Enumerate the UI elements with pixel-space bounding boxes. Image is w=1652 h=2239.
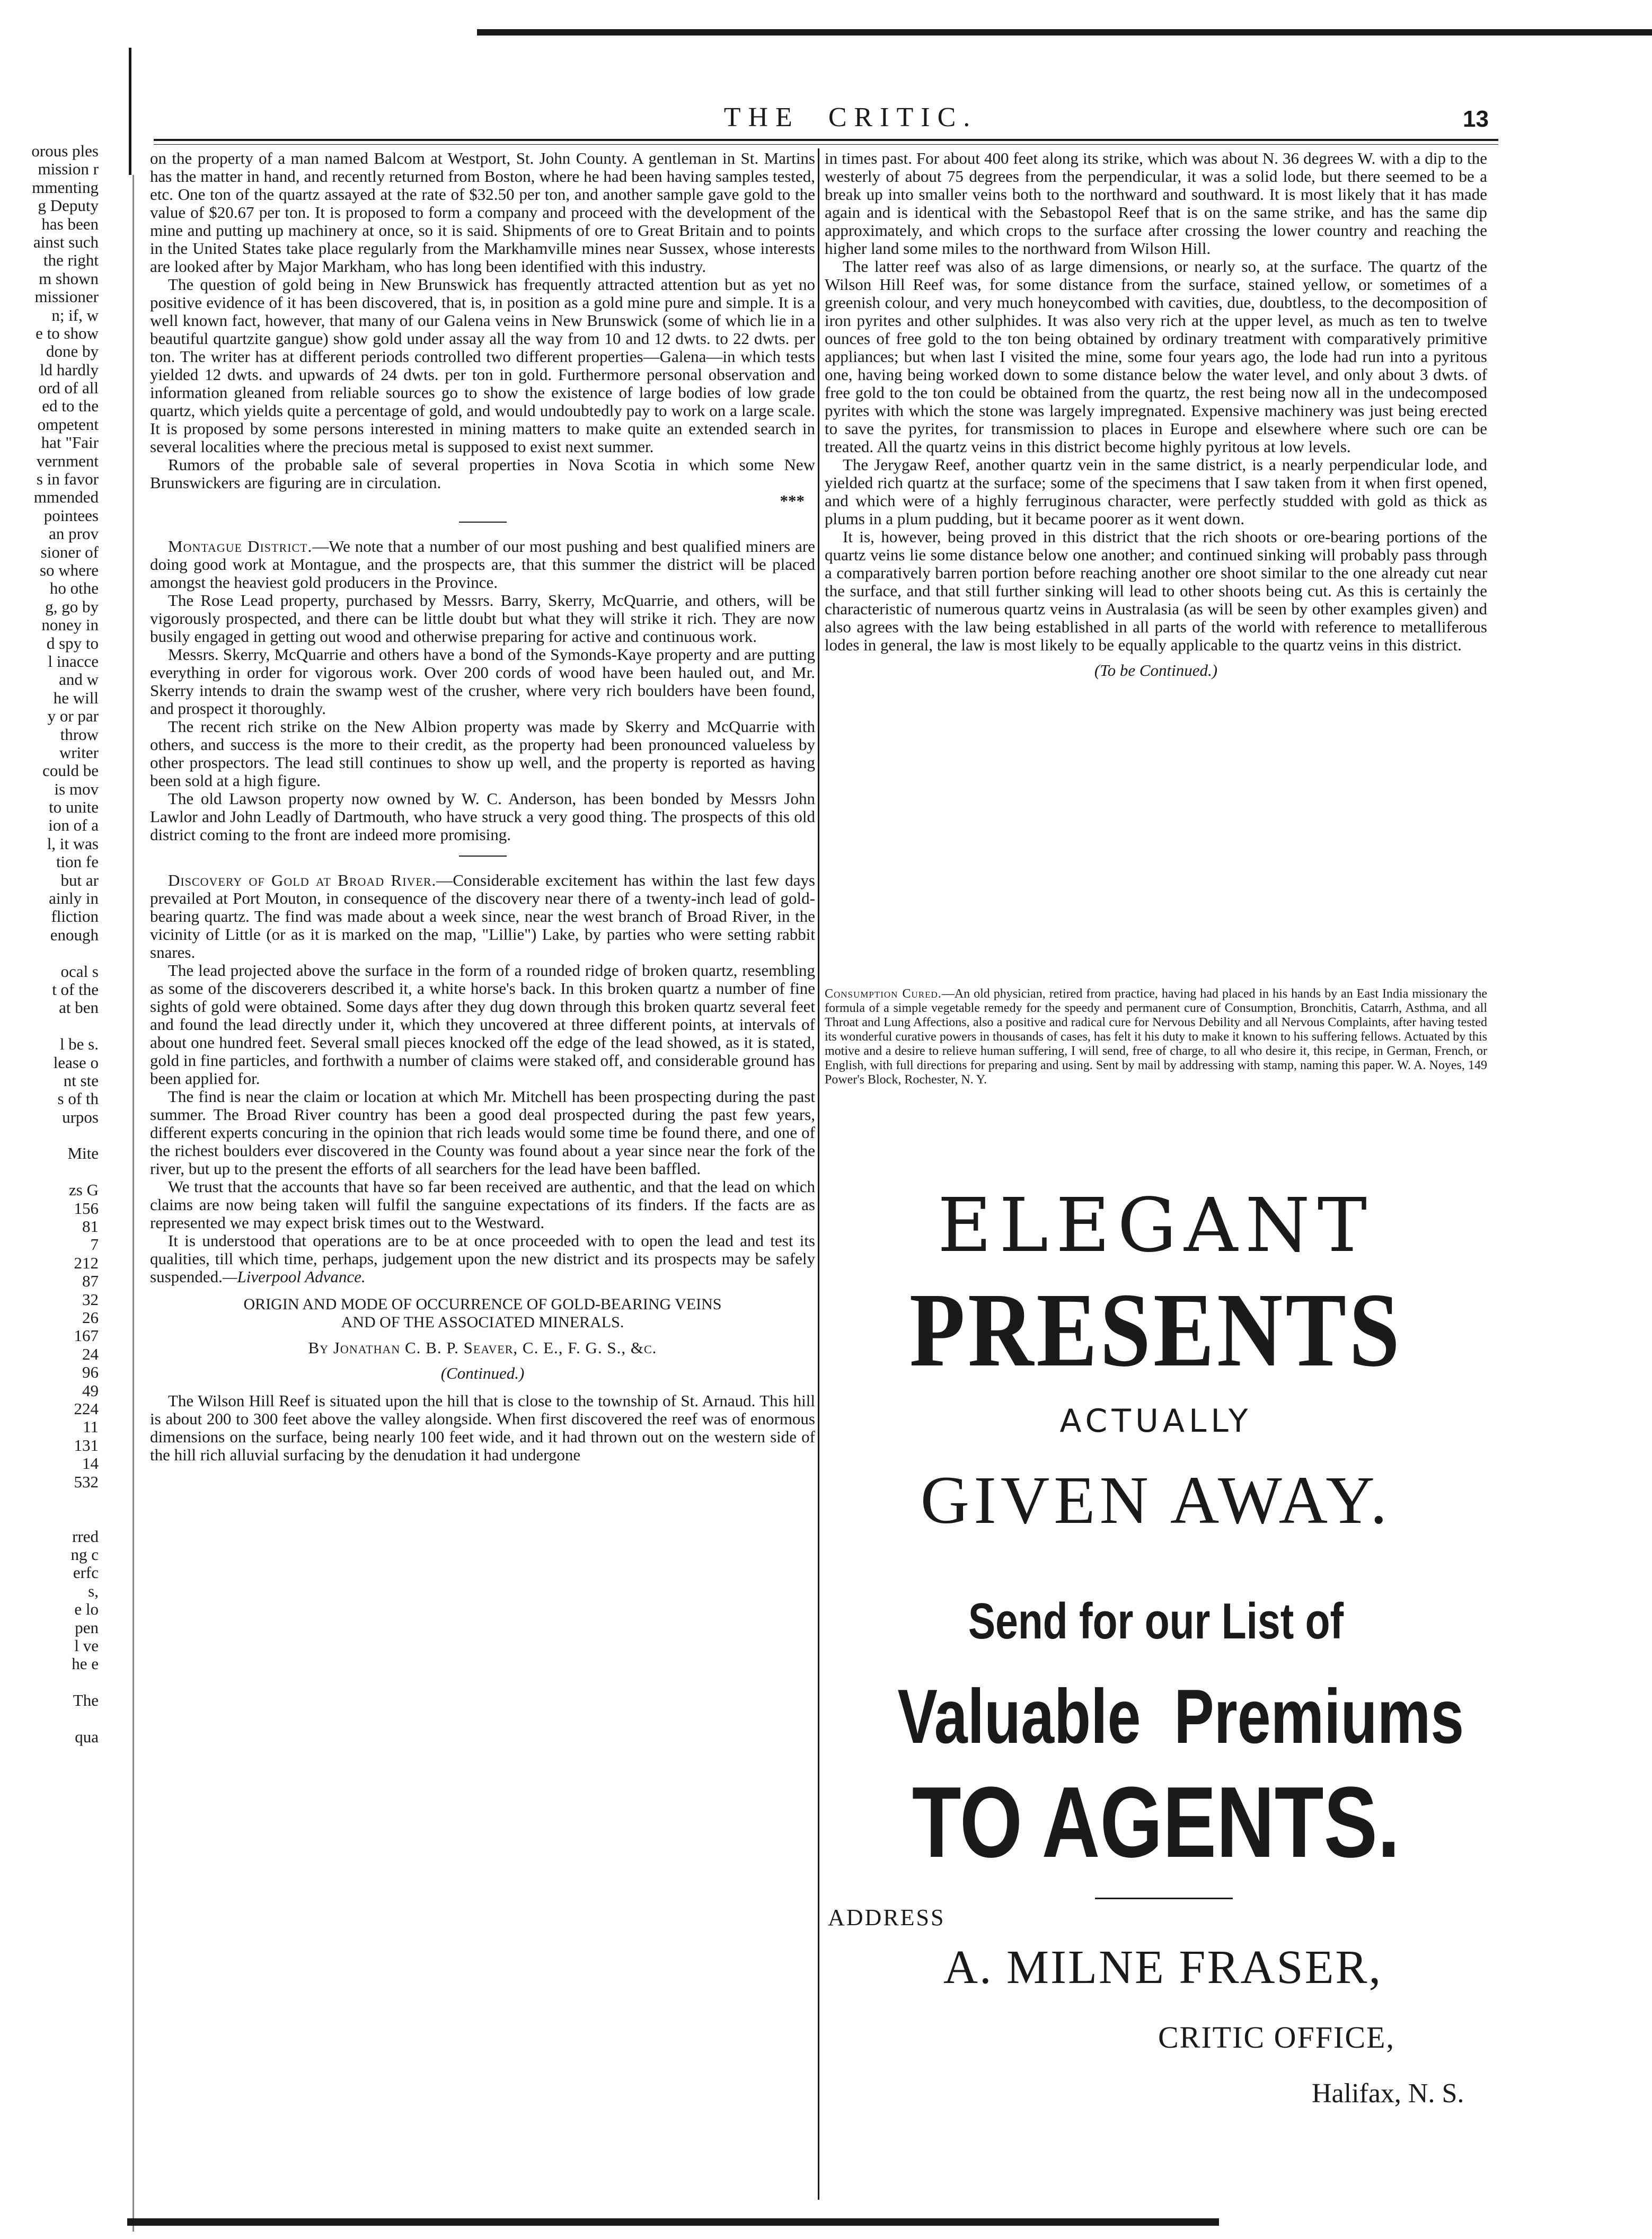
stub-line: m shown (39, 269, 99, 288)
stub-line: s of th (57, 1089, 99, 1108)
origin-title-2: AND OF THE ASSOCIATED MINERALS. (341, 1314, 624, 1331)
advert-office: CRITIC OFFICE, (1158, 2020, 1395, 2055)
stub-line: missioner (34, 287, 99, 306)
stub-line: mmended (33, 488, 99, 507)
stub-line: l ve (74, 1636, 99, 1655)
stars-separator: *** (780, 491, 805, 510)
masthead-title: THE CRITIC. (723, 102, 978, 133)
stub-line: writer (59, 743, 99, 762)
short-rule (459, 522, 507, 523)
stub-line: 156 (74, 1198, 99, 1218)
stub-line: ld hardly (39, 360, 99, 379)
montague-paragraph: The Rose Lead property, purchased by Messrs. Barry, Skerry, McQuarrie, and others, will be vigorously prospected, and there can be little doubt but what they will strike it rich. They are now busily engaged in getting out wood and otherwise preparing for active and continuous work. (150, 591, 815, 646)
advert-name: A. MILNE FRASER, (943, 1941, 1383, 1994)
col2-paragraph: The Jerygaw Reef, another quartz vein in the same district, is a nearly perpendicular lode, and yielded rich quartz at the surface; some of the specimens that I saw taken from it when first opened, and which were of a highly ferruginous character, were perfectly studded with gold as thick as plums in a plum pudding, but it became poorer as it went down. (825, 455, 1487, 528)
col2-paragraph: The latter reef was also of as large dimensions, or nearly so, at the surface. The quartz of the Wilson Hill Reef was, for some distance from the surface, stained yellow, or sometimes of a greenish colour, and very much honeycombed with cavities, due, doubtless, to the decomposition of iron pyrites and other sulphides. It was also very rich at the upper level, as much as ten to twelve ounces of free gold to the ton being obtained by ordinary treatment with comparatively primitive appliances; but when last I visited the mine, some four years ago, the lode had run into a pyritous one, having being worked down to some distance below the water level, and only about 3 dwts. of free gold to the ton could be obtained from the quartz, the rest being now all in the undecomposed pyrites with which the stone was largely impregnated. Expensive machinery was just being erected to save the pyrites, for transmission to places in Europe and elsewhere where such ore can be treated. All the quartz veins in this district become highly pyritous at low levels. (825, 257, 1487, 456)
montague-heading: Montague District. (168, 537, 313, 556)
stub-line: erfc (73, 1563, 99, 1582)
stub-line: ainly in (49, 889, 99, 908)
left-column (150, 149, 815, 1464)
stub-line: done by (46, 342, 99, 361)
col1-paragraph: on the property of a man named Balcom at Westport, St. John County. A gentleman in St. Martins has the matter in hand, and recently returned from Boston, where he had been having samples tested, etc. One ton of the quartz assayed at the rate of $32.50 per ton, and another sample gave gold to the value of $20.67 per ton. It is proposed to form a company and proceed with the development of the mine and putting up machinery at once, so it is said. Shipments of ore to Great Britain and to points in the United States take place regularly from the Markhamville mines near Sussex, whose interests are looked after by Major Markham, who has long been identified with this industry. (150, 149, 815, 276)
montague-paragraph: Messrs. Skerry, McQuarrie and others have a bond of the Symonds-Kaye property and are putting everything in order for vigorous work. Over 200 cords of wood have been hauled out, and Mr. Skerry intends to drain the swamp west of the crusher, where very rich boulders have been found, and prospect it thoroughly. (150, 645, 815, 718)
stub-line: Mite (67, 1144, 99, 1163)
montague-lead-text: —We note that a number of our most pushing and best qualified miners are doing good work at Montague, and the prospects are, that this summer the district will be placed amongst the heaviest gold producers in the Province. (150, 537, 815, 592)
left-clipped-column (0, 142, 99, 1746)
stub-line: could be (42, 761, 99, 780)
stub-line (0, 1017, 99, 1035)
advert-to-agents: TO AGENTS. (912, 1766, 1400, 1879)
stub-line: e to show (36, 323, 99, 342)
stub-line: n; if, w (51, 305, 99, 324)
broad-river-paragraph: The lead projected above the surface in the form of a rounded ridge of broken quartz, resembling as some of the discoverers described it, a white horse's back. In this broken quartz a number of fine sights of gold were obtained. Some days after they dug down through this broken quartz several feet and found the lead directly under it, which they uncovered at three different points, at intervals of about one hundred feet. Several small pieces knocked off the edge of the lead showed, as it is stated, gold in fine particles, and forthwith a number of claims were staked off, and considerable ground has been applied for. (150, 961, 815, 1088)
stub-line: 32 (82, 1290, 99, 1309)
col2-paragraph: It is, however, being proved in this district that the rich shoots or ore-bearing portions of the quartz veins lie some distance below one another; and continued sinking will probably pass through a comparatively barren portion before reaching another ore shoot similar to the one already cut near the surface, and that still further sinking will lead to other shoots being cut. As this is certainly the characteristic of numerous quartz veins in Australasia (as will be seen by other examples given) and also agrees with the law being established in all parts of the world with reference to metalliferous lodes in general, the law is most likely to be equally applicable to the quartz veins in this district. (825, 527, 1487, 654)
stub-line: throw (60, 725, 99, 744)
stub-line: t of the (52, 980, 99, 999)
stub-line: 14 (82, 1454, 99, 1473)
stub-line: enough (50, 925, 99, 944)
stub-line: mission r (38, 160, 99, 179)
stub-line: but ar (60, 870, 99, 889)
origin-continued: (Continued.) (440, 1364, 525, 1382)
stub-line: 224 (74, 1399, 99, 1418)
stub-line (0, 1710, 99, 1728)
stub-line: and w (59, 670, 99, 689)
stub-line (0, 1673, 99, 1691)
broad-river-paragraph: The find is near the claim or location at which Mr. Mitchell has been prospecting during the past summer. The Broad River country has been a good deal prospected during the past few years, different experts concuring in the opinion that rich leads would some time be found there, and one of the richest boulders ever discovered in the County was found about a year since near the fork of the river, but up to the present the efforts of all searchers for the lead have been baffled. (150, 1087, 815, 1178)
stub-line: urpos (62, 1107, 99, 1126)
stub-line: 96 (82, 1363, 99, 1382)
stub-line: tion fe (56, 852, 99, 871)
top-border-rule (477, 29, 1652, 36)
stub-line: 87 (82, 1272, 99, 1291)
advert-valuable-premiums: Valuable Premiums (897, 1673, 1464, 1759)
stub-line: 81 (82, 1217, 99, 1236)
right-column (825, 149, 1487, 680)
stub-line: lease o (53, 1053, 99, 1072)
stub-line: an prov (49, 524, 99, 543)
stub-line: 167 (74, 1326, 99, 1345)
stub-line: e lo (74, 1600, 99, 1619)
stub-line: ord of all (38, 378, 99, 398)
stub-line: ompetent (37, 415, 99, 434)
to-be-continued: (To be Continued.) (1094, 661, 1218, 680)
broad-river-paragraph: We trust that the accounts that have so far been received are authentic, and that the lead on which claims are now being taken will fulfil the sanguine expectations of its finders. If the facts are as represented we may expect brisk times out to the Westward. (150, 1177, 815, 1232)
stub-line: ainst such (33, 232, 99, 251)
stub-line: 24 (82, 1344, 99, 1363)
stub-line: sioner of (40, 542, 99, 561)
advert-send-for: Send for our List of (968, 1593, 1344, 1650)
advert-presents: PRESENTS (909, 1272, 1403, 1389)
left-binding-rule-lower (132, 175, 134, 2232)
stub-line (0, 1491, 99, 1509)
stub-line: The (73, 1691, 99, 1710)
masthead-rule-thin (154, 144, 1498, 145)
origin-byline: By Jonathan C. B. P. Seaver, C. E., F. G. S., &c. (308, 1338, 657, 1357)
montague-lead (150, 537, 815, 592)
stub-line: the right (43, 251, 99, 270)
stub-line: orous ples (31, 142, 99, 160)
advert-rule (1095, 1898, 1233, 1899)
stub-line: 26 (82, 1308, 99, 1327)
masthead-rule (154, 139, 1498, 141)
broad-river-lead-text: —Considerable excitement has within the last few days prevailed at Port Mouton, in consequence of the discovery near there of a twenty-inch lead of gold-bearing quartz. The find was made about a week since, near the west branch of Broad River, in the vicinity of Little (or as it is marked on the map, "Lillie") Lake, by parties who were setting rabbit snares. (150, 871, 815, 962)
stub-line: ed to the (42, 396, 99, 416)
broad-river-paragraph (150, 1232, 815, 1286)
stub-line: d spy to (46, 633, 99, 653)
page-number: 13 (1463, 106, 1489, 132)
advert-city: Halifax, N. S. (1312, 2078, 1464, 2109)
stub-line: s, (88, 1581, 99, 1600)
col1-paragraph: Rumors of the probable sale of several properties in Nova Scotia in which some New Brunswickers are figuring are in circulation. (150, 455, 815, 492)
advert-given-away: GIVEN AWAY. (920, 1462, 1392, 1538)
stub-line (0, 1509, 99, 1527)
stub-line: vernment (36, 451, 99, 470)
col1-paragraph: The question of gold being in New Brunswick has frequently attracted attention but as yet no positive evidence of it has been discovered, that is, in position as a gold mine pure and simple. It is a well known fact, however, that many of our Galena veins in New Brunswick (some of which lie in a beautiful quartzite gangue) show gold under assay all the way from 10 and 12 dwts. to 22 dwts. per ton. The writer has at different periods controlled two different properties—Galena—in which tests yielded 12 dwts. and upwards of 24 dwts. per ton in gold. Furthermore personal observation and information gleaned from reliable sources go to show the existence of large bodies of low grade quartz, which yields quite a percentage of gold, and would undoubtedly pay to work on a large scale. It is proposed by some persons interested in mining matters to make quite an extended search in several localities where the precious metal is supposed to exist next summer. (150, 275, 815, 456)
broad-river-lead (150, 871, 815, 962)
advert-elegant: ELEGANT (937, 1183, 1375, 1269)
stub-line: fliction (51, 907, 99, 926)
stub-line: g, go by (45, 597, 99, 616)
stub-line: pointees (43, 506, 99, 525)
stub-line: s in favor (36, 470, 99, 489)
stub-line: he e (72, 1654, 99, 1673)
stub-line: nt ste (63, 1071, 99, 1090)
short-rule (459, 856, 507, 857)
stub-line: at ben (59, 998, 99, 1017)
advert-address-label: ADDRESS (828, 1905, 946, 1931)
stub-line (0, 1163, 99, 1181)
stub-line: ho othe (49, 579, 99, 598)
stub-line: 7 (90, 1235, 99, 1254)
broad-river-source: —Liverpool Advance. (222, 1267, 366, 1286)
stub-line: pen (75, 1618, 99, 1637)
stub-line: has been (41, 214, 99, 233)
stub-line: y or par (47, 707, 99, 726)
consumption-notice (825, 987, 1487, 1087)
left-binding-rule (129, 48, 131, 175)
notice-heading: Consumption Cured. (825, 987, 942, 1001)
stub-line: rred (72, 1527, 99, 1546)
stub-line: l, it was (47, 834, 99, 853)
stub-line: 11 (83, 1417, 99, 1436)
stub-line: ion of a (48, 816, 99, 835)
column-divider (818, 148, 819, 2200)
origin-paragraph: The Wilson Hill Reef is situated upon the hill that is close to the township of St. Arnaud. This hill is about 200 to 300 feet above the valley alongside. When first discovered the reef was of enormous dimensions on the surface, being nearly 100 feet wide, and it had thrown out on the western side of the hill rich alluvial surfacing by the denudation it had undergone (150, 1391, 815, 1464)
stub-line: ocal s (60, 962, 99, 981)
montague-paragraph: The recent rich strike on the New Albion property was made by Skerry and McQuarrie with others, and success is the more to their credit, as the property had been pronounced valueless by other prospectors. The lead still continues to show up well, and the property is reported as having been sold at a high figure. (150, 717, 815, 790)
stub-line: l be s. (59, 1035, 99, 1054)
stub-line: qua (75, 1727, 99, 1746)
broad-river-heading: Discovery of Gold at Broad River. (168, 871, 437, 889)
stub-line: so where (39, 560, 99, 579)
stub-line: 532 (74, 1472, 99, 1491)
stub-line: zs G (69, 1180, 99, 1200)
stub-line: l inacce (48, 651, 99, 671)
montague-paragraph: The old Lawson property now owned by W. C. Anderson, has been bonded by Messrs John Lawlor and John Leadly of Dartmouth, who have struck a very good thing. The prospects of this old district coming to the front are indeed more promising. (150, 789, 815, 844)
origin-title-1: ORIGIN AND MODE OF OCCURRENCE OF GOLD-BEARING VEINS (243, 1295, 722, 1313)
stub-line: to unite (49, 798, 99, 817)
stub-line: is mov (54, 779, 99, 798)
stub-line: ng c (70, 1545, 99, 1564)
stub-line (0, 1126, 99, 1144)
stub-line: 131 (74, 1435, 99, 1455)
stub-line: noney in (41, 615, 99, 634)
stub-line: he will (53, 688, 99, 707)
bottom-border-rule (127, 2218, 1219, 2226)
stub-line: mmenting (32, 178, 99, 197)
col2-paragraph: in times past. For about 400 feet along its strike, which was about N. 36 degrees W. with a dip to the westerly of about 75 degrees from the perpendicular, it was a solid lode, but there seemed to be a break up into smaller veins both to the northward and southward. It is most likely that it has made again and is identical with the Sebastopol Reef that is on the same strike, and has the same dip approximately, and which crops to the surface after crossing the lower country and reaching the higher land some miles to the northward from Wilson Hill. (825, 149, 1487, 258)
broad-river-last: It is understood that operations are to be at once proceeded with to open the lead and test its qualities, till which time, perhaps, judgement upon the new district and its prospects may be safely suspended. (150, 1231, 815, 1286)
stub-line: g Deputy (38, 196, 99, 215)
stub-line: hat "Fair (41, 433, 99, 452)
notice-body: —An old physician, retired from practice, having had placed in his hands by an East India missionary the formula of a simple vegetable remedy for the speedy and permanent cure of Consumption, Bronchitis, Catarrh, Asthma, and all Throat and Lung Affections, also a positive and radical cure for Nervous Debility and all Nervous Complaints, after having tested its wonderful curative powers in thousands of cases, has felt it his duty to make it known to his suffering fellows. Actuated by this motive and a desire to relieve human suffering, I will send, free of charge, to all who desire it, this recipe, in German, French, or English, with full directions for preparing and using. Sent by mail by addressing with stamp, naming this paper. W. A. Noyes, 149 Power's Block, Rochester, N. Y. (825, 987, 1487, 1087)
stub-line: 212 (74, 1253, 99, 1272)
advert-actually: ACTUALLY (1059, 1403, 1252, 1440)
stub-line: 49 (82, 1381, 99, 1400)
stub-line (0, 944, 99, 962)
